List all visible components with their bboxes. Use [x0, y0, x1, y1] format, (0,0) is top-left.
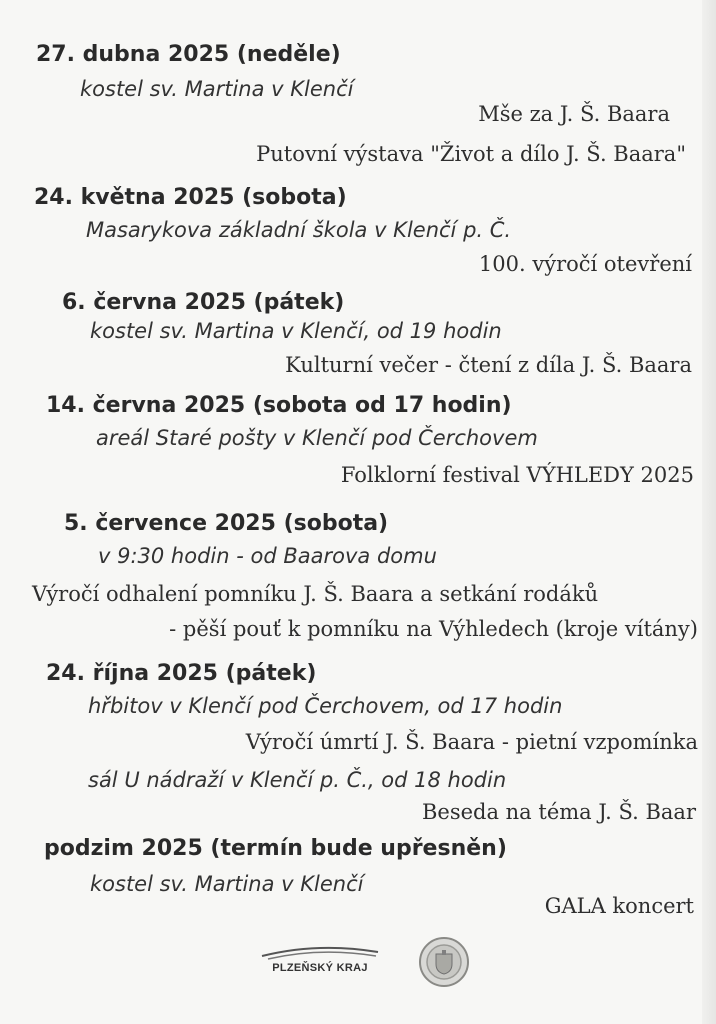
- event-place: kostel sv. Martina v Klenčí: [90, 872, 364, 896]
- event-item: Výročí odhalení pomníku J. Š. Baara a setkání rodáků: [32, 582, 599, 606]
- event-date: podzim 2025 (termín bude upřesněn): [44, 836, 507, 861]
- event-item: Výročí úmrtí J. Š. Baara - pietní vzpomínka: [245, 730, 698, 754]
- event-item: Putovní výstava "Život a dílo J. Š. Baara": [256, 142, 686, 166]
- event-place: kostel sv. Martina v Klenčí: [80, 77, 354, 101]
- event-place: Masarykova základní škola v Klenčí p. Č.: [86, 218, 512, 242]
- event-item: Folklorní festival VÝHLEDY 2025: [340, 463, 694, 487]
- event-date: 5. července 2025 (sobota): [64, 511, 389, 536]
- event-item: - pěší pouť k pomníku na Výhledech (kroje vítány): [169, 617, 698, 641]
- event-item: Kulturní večer - čtení z díla J. Š. Baara: [285, 353, 692, 377]
- event-date: 14. června 2025 (sobota od 17 hodin): [46, 393, 512, 418]
- event-item: 100. výročí otevření: [478, 252, 692, 276]
- footer-logos: [0, 930, 716, 990]
- event-place: v 9:30 hodin - od Baarova domu: [98, 544, 437, 568]
- municipal-seal-icon: [418, 936, 470, 993]
- event-place: sál U nádraží v Klenčí p. Č., od 18 hodin: [88, 768, 507, 792]
- plzensky-kraj-swoosh-icon: [258, 940, 382, 962]
- plzensky-kraj-logo: [258, 940, 382, 984]
- paper-edge: [702, 0, 716, 1024]
- event-place: hřbitov v Klenčí pod Čerchovem, od 17 hodin: [88, 694, 563, 718]
- event-item: GALA koncert: [544, 894, 694, 918]
- event-item: Beseda na téma J. Š. Baar: [421, 800, 696, 824]
- event-date: 6. června 2025 (pátek): [62, 290, 345, 315]
- event-date: 24. května 2025 (sobota): [34, 185, 347, 210]
- event-item: Mše za J. Š. Baara: [478, 102, 670, 126]
- plzensky-kraj-label: PLZEŇSKÝ KRAJ: [272, 962, 368, 974]
- event-place: areál Staré pošty v Klenčí pod Čerchovem: [96, 426, 538, 450]
- event-place: kostel sv. Martina v Klenčí, od 19 hodin: [90, 319, 502, 343]
- event-date: 24. října 2025 (pátek): [46, 661, 317, 686]
- event-date: 27. dubna 2025 (neděle): [36, 42, 341, 67]
